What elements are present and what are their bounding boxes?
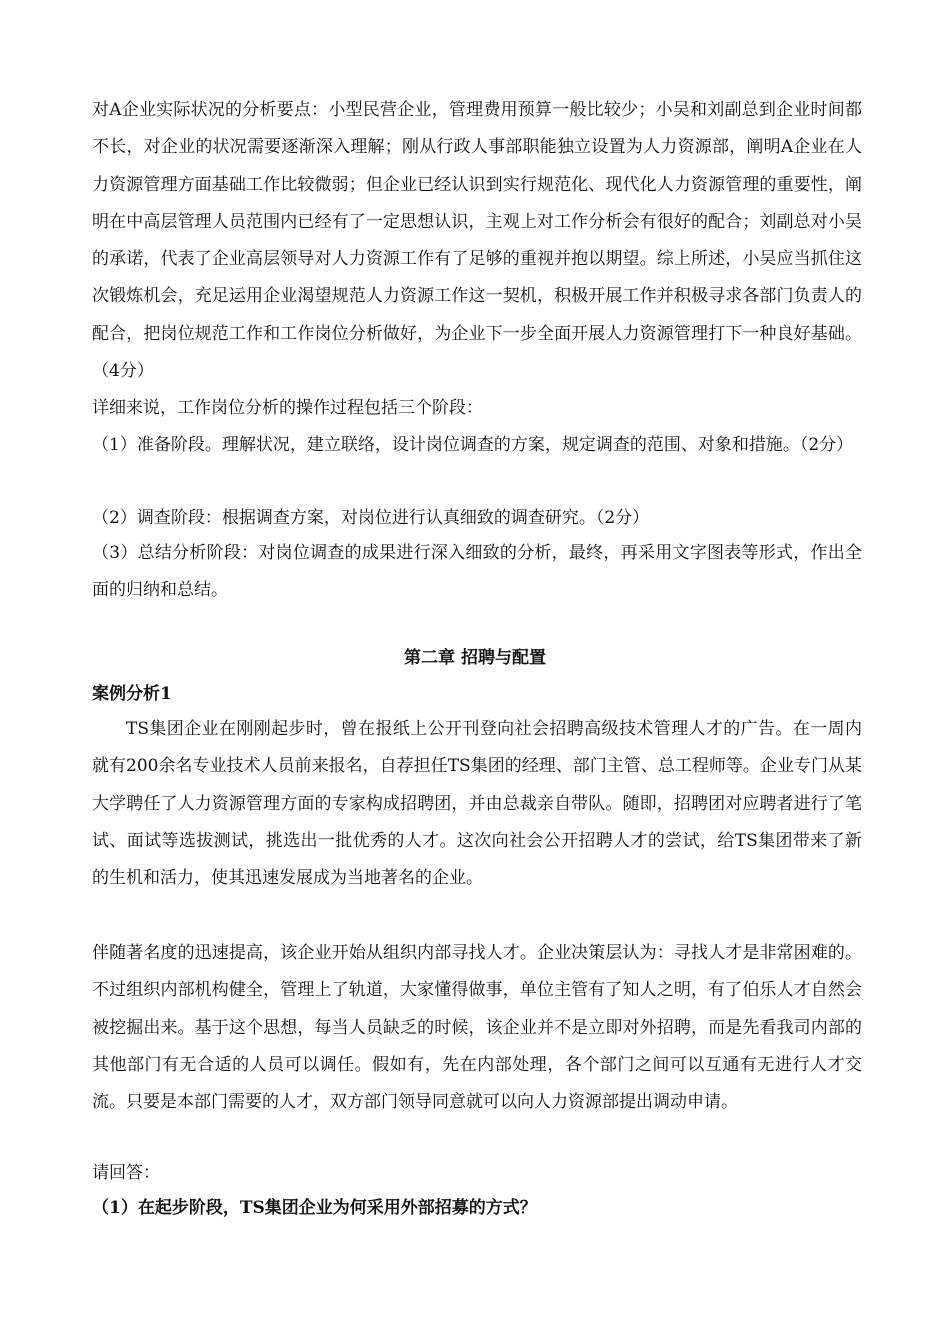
case-paragraph-1: TS集团企业在刚刚起步时，曾在报纸上公开刊登向社会招聘高级技术管理人才的广告。在一周内就有200余名专业技术人员前来报名，自荐担任TS集团的经理、部门主管、总工程师等。企业专门从某大学聘任了人力资源管理方面的专家构成招聘团，并由总裁亲自带队。随即，招聘团对应聘者进行了笔试、面试等选拔测试，挑选出一批优秀的人才。这次向社会公开招聘人才的尝试，给TS集团带来了新的生机和活力，使其迅速发展成为当地著名的企业。 — [92, 719, 862, 889]
analysis-paragraph: 对A企业实际状况的分析要点：小型民营企业，管理费用预算一般比较少；小吴和刘副总到企业时间都不长，对企业的状况需要逐渐深入理解；刚从行政人事部职能独立设置为人力资源部，阐明A企业在人力资源管理方面基础工作比较微弱；但企业已经认识到实行规范化、现代化人力资源管理的重要性，阐明在中高层管理人员范围内已经有了一定思想认识，主观上对工作分析会有很好的配合；刘副总对小吴的承诺，代表了企业高层领导对人力资源工作有了足够的重视并抱以期望。综上所述，小吴应当抓住这次锻炼机会，充足运用企业渴望规范人力资源工作这一契机，积极开展工作并积极寻求各部门负责人的配合，把岗位规范工作和工作岗位分析做好，为企业下一步全面开展人力资源管理打下一种良好基础。（4分） — [92, 100, 862, 382]
chapter-title: 第二章 招聘与配置 — [404, 648, 546, 668]
stage-2-paragraph: （2）调查阶段：根据调查方案，对岗位进行认真细致的调查研究。（2分） — [92, 508, 650, 528]
stages-intro: 详细来说，工作岗位分析的操作过程包括三个阶段： — [92, 398, 483, 418]
question-1: （1）在起步阶段，TS集团企业为何采用外部招募的方式？ — [92, 1198, 537, 1218]
ask-label: 请回答： — [92, 1163, 160, 1183]
case-analysis-title: 案例分析1 — [92, 684, 172, 704]
stage-3-paragraph: （3）总结分析阶段：对岗位调查的成果进行深入细致的分析，最终，再采用文字图表等形式，作出全面的归纳和总结。 — [92, 543, 862, 601]
case-paragraph-2: 伴随著名度的迅速提高，该企业开始从组织内部寻找人才。企业决策层认为：寻找人才是非常困难的。不过组织内部机构健全，管理上了轨道，大家懂得做事，单位主管有了知人之明，有了伯乐人才自然会被挖掘出来。基于这个思想，每当人员缺乏的时候，该企业并不是立即对外招聘，而是先看我司内部的其他部门有无合适的人员可以调任。假如有，先在内部处理，各个部门之间可以互通有无进行人才交流。只要是本部门需要的人才，双方部门领导同意就可以向人力资源部提出调动申请。 — [92, 943, 862, 1113]
stage-1-paragraph: （1）准备阶段。理解状况，建立联络，设计岗位调查的方案，规定调查的范围、对象和措施。（2分） — [92, 435, 854, 455]
